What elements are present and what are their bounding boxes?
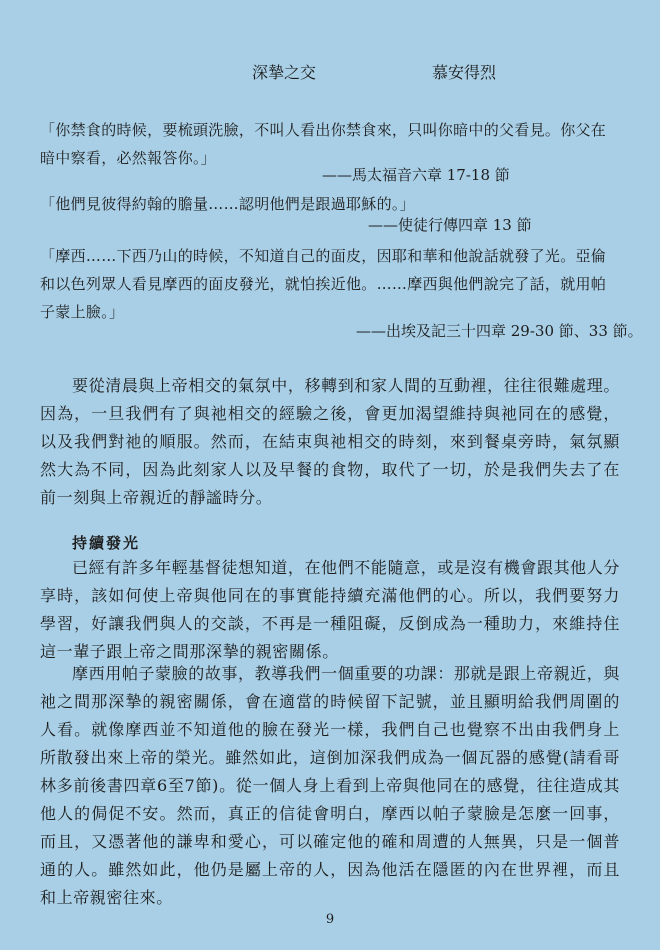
- article-author: 慕安得烈: [432, 63, 497, 82]
- quote-3-reference: ——出埃及記三十四章 29-30 節、33 節。: [356, 322, 643, 340]
- page-number: 9: [325, 912, 335, 927]
- section-heading: 持續發光: [72, 534, 141, 552]
- body-paragraph-3: 摩西用帕子蒙臉的故事，教導我們一個重要的功課：那就是跟上帝親近，與祂之間那深摯的親密關係，會在適當的時候留下記號，並且顯明給我們周圍的人看。就像摩西並不知道他的臉在發光一樣，我們自己也覺察不出由我們身上所散發出來上帝的榮光。雖然如此，這倒加深我們成為一個瓦器的感覺(請看哥林多前後書四章6至7節)。從一個人身上看到上帝與他同在的感覺，往往造成其他人的侷促不安。然而，真正的信徒會明白，摩西以帕子蒙臉是怎麼一回事，而且，又憑著他的謙卑和愛心，可以確定他的確和周遭的人無異，只是一個普通的人。雖然如此，他仍是屬上帝的人，因為他活在隱匿的內在世界裡，而且和上帝親密往來。: [40, 664, 620, 907]
- quote-3: 「摩西……下西乃山的時候，不知道自己的面皮，因耶和華和他說話就發了光。亞倫和以色列眾人看見摩西的面皮發光，就怕挨近他。……摩西與他們說完了話，就用帕子蒙上臉。」: [40, 247, 607, 321]
- body-paragraph-2: 已經有許多年輕基督徒想知道，在他們不能隨意，或是沒有機會跟其他人分享時，該如何使上帝與他同在的事實能持續充滿他們的心。所以，我們要努力學習，好讓我們與人的交談，不再是一種阻礙，反倒成為一種助力，來維持住這一輩子跟上帝之間那深摯的親密關係。: [40, 558, 620, 661]
- quote-1-reference: ——馬太福音六章 17-18 節: [322, 166, 510, 184]
- body-paragraph-1: 要從清晨與上帝相交的氣氛中，移轉到和家人間的互動裡，往往很難處理。因為，一旦我們有了與祂相交的經驗之後，會更加渴望維持與祂同在的感覺，以及我們對祂的順服。然而，在結束與祂相交的時刻，來到餐桌旁時，氣氛顯然大為不同，因為此刻家人以及早餐的食物，取代了一切，於是我們失去了在前一刻與上帝親近的靜謐時分。: [40, 376, 620, 507]
- quote-2-reference: ——使徒行傳四章 13 節: [368, 216, 532, 234]
- article-title: 深摯之交: [252, 63, 317, 82]
- page-header: [0, 60, 660, 84]
- quote-1: 「你禁食的時候，要梳頭洗臉，不叫人看出你禁食來，只叫你暗中的父看見。你父在暗中察看，必然報答你。」: [40, 121, 607, 167]
- quote-2: 「他們見彼得約翰的膽量……認明他們是跟過耶穌的。」: [40, 195, 416, 213]
